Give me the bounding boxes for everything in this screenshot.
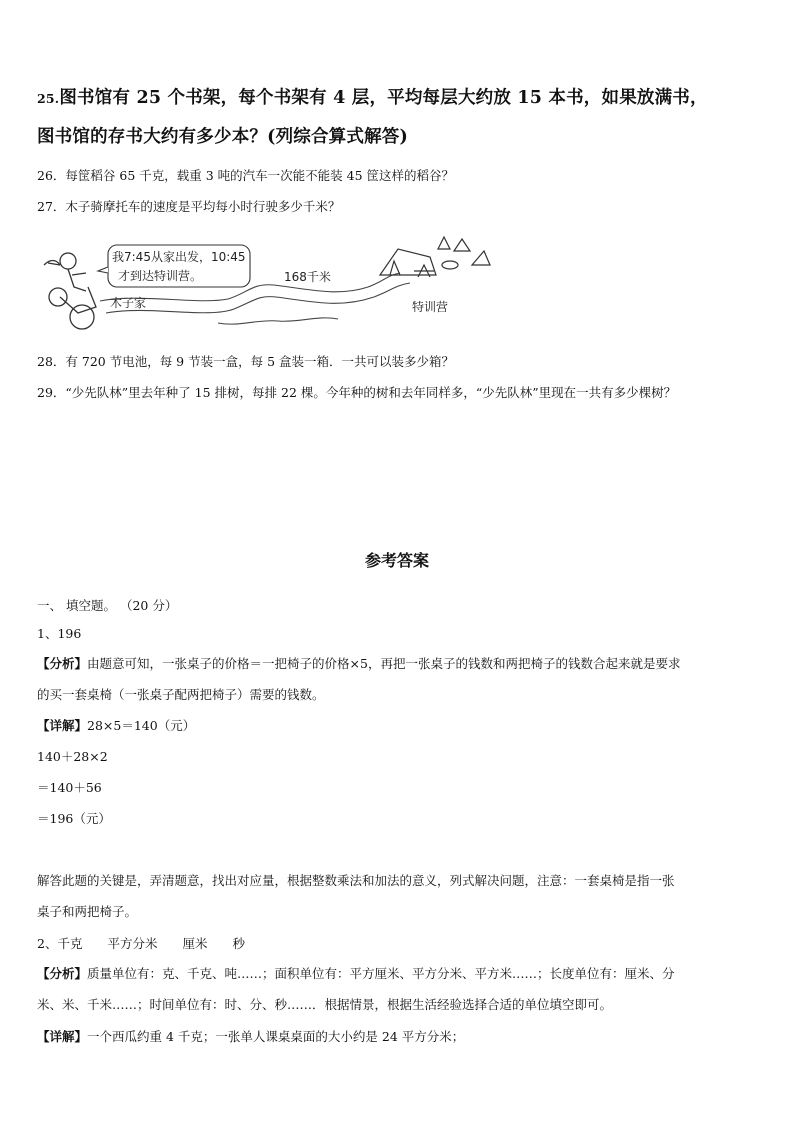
distance-label: 168千米: [284, 270, 331, 284]
bubble-text-1: 我7:45从家出发，10:45: [112, 250, 246, 264]
answer-1-note-line2: 桌子和两把椅子。: [37, 904, 138, 919]
question-28: 28．有 720 节电池，每 9 节装一盒，每 5 盒装一箱．一共可以装多少箱？: [37, 354, 455, 369]
answer-2-detail-text: 一个西瓜约重 4 千克；一张单人课桌桌面的大小约是 24 平方分米；: [87, 1029, 465, 1044]
analysis-tag: 【分析】: [37, 656, 88, 671]
answer-1-heading: 1、196: [37, 626, 82, 641]
answer-1-calc-1: 140＋28×2: [37, 749, 108, 764]
analysis-tag: 【分析】: [37, 966, 88, 981]
motorcycle-rider-illustration: [44, 253, 96, 329]
answer-1-note-line1: 解答此题的关键是，弄清题意，找出对应量，根据整数乘法和加法的意义，列式解决问题，注意：一套桌椅是指一张: [37, 873, 675, 888]
answer-2-analysis-text-1: 质量单位有：克、千克、吨……；面积单位有：平方厘米、平方分米、平方米……；长度单位有：厘米、分: [87, 966, 675, 981]
question-25-line1: [37, 86, 708, 111]
answer-1-detail-text: 28×5＝140（元）: [87, 718, 196, 733]
question-26: 26．每筐稻谷 65 千克，载重 3 吨的汽车一次能不能装 45 筐这样的稻谷？: [37, 168, 455, 183]
answer-1-detail: [37, 718, 195, 734]
camp-label: 特训营: [412, 300, 449, 314]
detail-tag: 【详解】: [37, 1029, 88, 1044]
answer-2-detail: [37, 1029, 464, 1045]
question-27-figure: [38, 235, 498, 335]
answer-1-calc-3: ＝196（元）: [37, 811, 111, 826]
answer-1-analysis-line1: [37, 656, 680, 672]
home-label: 木子家: [110, 296, 147, 310]
question-29: 29．“少先队林”里去年种了 15 排树，每排 22 棵。今年种的树和去年同样多，“少先队林”里现在一共有多少棵树？: [37, 385, 677, 400]
question-25-line2: 图书馆的存书大约有多少本？(列综合算式解答): [37, 127, 408, 147]
answer-2-analysis-line2: 米、米、千米……；时间单位有：时、分、秒……．根据情景，根据生活经验选择合适的单位填空即可。: [37, 997, 613, 1012]
question-25-number: 25.: [37, 91, 60, 106]
answer-key-title: 参考答案: [364, 551, 429, 570]
question-27: 27．木子骑摩托车的速度是平均每小时行驶多少千米？: [37, 199, 341, 214]
question-25-text-1: 图书馆有 25 个书架，每个书架有 4 层，平均每层大约放 15 本书，如果放满书，: [59, 88, 708, 108]
training-camp-illustration: [380, 237, 490, 277]
detail-tag: 【详解】: [37, 718, 88, 733]
answer-1-analysis-line2: 的买一套桌椅（一张桌子配两把椅子）需要的钱数。: [37, 687, 325, 702]
answer-1-analysis-text-1: 由题意可知，一张桌子的价格＝一把椅子的价格×5，再把一张桌子的钱数和两把椅子的钱数合起来就是要求: [87, 656, 681, 671]
answer-2-analysis-line1: [37, 966, 675, 982]
answer-2-heading: 2、千克 平方分米 厘米 秒: [37, 936, 245, 951]
answer-1-calc-2: ＝140＋56: [37, 780, 102, 795]
section-fill-blanks-heading: 一、 填空题。 （20 分）: [37, 598, 178, 613]
bubble-text-2: 才到达特训营。: [118, 269, 203, 283]
